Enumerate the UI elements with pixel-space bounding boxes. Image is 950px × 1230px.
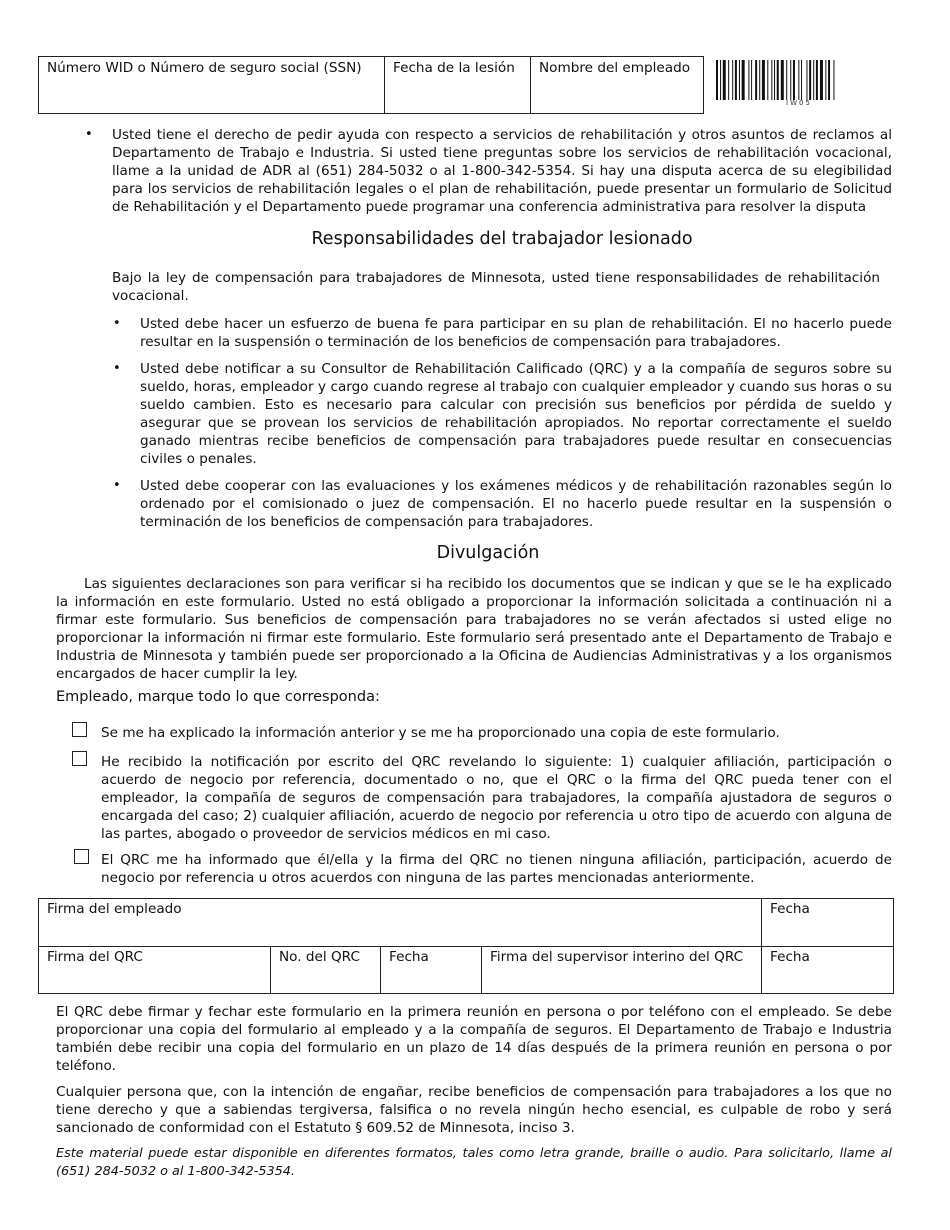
qrc-instructions: El QRC debe firmar y fechar este formulario en la primera reunión en persona o por teléfono con el empleado. Se debe proporcionar una copia del formulario al empleado y a la compañía de seguros. El Departamento de Trabajo e Industria también debe recibir una copia del formulario en un plazo de 14 días después de la primera reunión en persona o por teléfono.	[56, 1004, 892, 1074]
injury-date-field[interactable]	[385, 57, 531, 113]
bullet-icon: •	[113, 316, 121, 331]
employee-name-field[interactable]	[531, 57, 703, 113]
employee-date-label: Fecha	[770, 901, 810, 917]
bullet-icon: •	[113, 478, 121, 493]
responsibility-item: Usted debe notificar a su Consultor de Rehabilitación Calificado (QRC) y a la compañía de seguros sobre su sueldo, horas, empleador y cargo cuando regrese al trabajo con cualquier empleador y cuando sus horas o su sueldo cambien. Esto es necesario para calcular con precisión sus beneficios por pérdida de sueldo y asegurar que se provean los servicios de rehabilitación apropiados. No reportar correctamente el sueldo ganado mientras recibe beneficios de compensación para trabajadores puede resultar en consecuencias civiles o penales.	[140, 361, 892, 467]
injury-date-label: Fecha de la lesión	[393, 60, 515, 76]
employee-signature-field[interactable]	[39, 899, 762, 946]
barcode-icon	[716, 60, 882, 100]
qrc-signature-label: Firma del QRC	[47, 949, 143, 965]
checkbox-explained[interactable]	[72, 722, 87, 737]
id-number-field[interactable]	[39, 57, 385, 113]
qrc-number-field[interactable]	[271, 947, 381, 994]
bullet-icon: •	[85, 127, 93, 142]
supervisor-signature-label: Firma del supervisor interino del QRC	[490, 949, 744, 965]
bullet-icon: •	[113, 361, 121, 376]
responsibilities-intro: Bajo la ley de compensación para trabajadores de Minnesota, usted tiene responsabilidades de rehabilitación vocacional.	[112, 270, 880, 304]
qrc-signature-field[interactable]	[39, 947, 271, 994]
signature-table	[38, 898, 894, 994]
responsibility-item: Usted debe cooperar con las evaluaciones y los exámenes médicos y de rehabilitación razonables según lo ordenado por el comisionado o juez de compensación. El no hacerlo puede resultar en la suspensión o terminación de los beneficios de compensación para trabajadores.	[140, 478, 892, 530]
supervisor-date-field[interactable]	[762, 947, 893, 994]
qrc-date-field[interactable]	[381, 947, 482, 994]
id-number-label: Número WID o Número de seguro social (SSN)	[47, 60, 362, 76]
responsibilities-title: Responsabilidades del trabajador lesionado	[311, 229, 693, 249]
employee-name-label: Nombre del empleado	[539, 60, 691, 76]
employee-instruction: Empleado, marque todo lo que corresponda:	[56, 689, 380, 705]
disclosure-body: Las siguientes declaraciones son para verificar si ha recibido los documentos que se indican y que se le ha explicado la información en este formulario. Usted no está obligado a proporcionar la información solicitada a continuación ni a firmar este formulario. Sus beneficios de compensación para trabajadores no se verán afectados si usted elige no proporcionar la información ni firmar este formulario. Este formulario será presentado ante el Departamento de Trabajo e Industria de Minnesota y también puede ser proporcionado a la Oficina de Audiencias Administrativas y a los organismos encargados de hacer cumplir la ley.	[56, 576, 892, 682]
checkbox-explained-label: Se me ha explicado la información anterior y se me ha proporcionado una copia de este formulario.	[101, 725, 780, 741]
checkbox-notification-label: He recibido la notificación por escrito del QRC revelando lo siguiente: 1) cualquier afiliación, participación o acuerdo de negocio por referencia, documentado o no, que el QRC o la firma del QRC pueda tener con el empleador, la compañía de seguros de compensación para trabajadores, la compañía ajustadora de seguros o encargada del caso; 2) cualquier afiliación, acuerdo de negocio por referencia u otro tipo de acuerdo con alguna de las partes, abogado o proveedor de servicios médicos en mi caso.	[101, 754, 892, 842]
checkbox-no-affiliation-label: El QRC me ha informado que él/ella y la firma del QRC no tienen ninguna afiliación, participación, acuerdo de negocio por referencia u otros acuerdos con ninguna de las partes mencionadas anteriormente.	[101, 852, 892, 886]
qrc-number-label: No. del QRC	[279, 949, 360, 965]
employee-signature-label: Firma del empleado	[47, 901, 182, 917]
barcode-label: IW05	[786, 99, 812, 107]
checkbox-no-affiliation[interactable]	[74, 849, 89, 864]
accessibility-note: Este material puede estar disponible en diferentes formatos, tales como letra grande, braille o audio. Para solicitarlo, llame al (651) 284-5032 o al 1-800-342-5354.	[56, 1146, 892, 1179]
qrc-date-label: Fecha	[389, 949, 429, 965]
rights-paragraph: Usted tiene el derecho de pedir ayuda con respecto a servicios de rehabilitación y otros asuntos de reclamos al Departamento de Trabajo e Industria. Si usted tiene preguntas sobre los servicios de rehabilitación vocacional, llame a la unidad de ADR al (651) 284-5032 o al 1-800-342-5354. Si hay una disputa acerca de su elegibilidad para los servicios de rehabilitación legales o el plan de rehabilitación, puede presentar un formulario de Solicitud de Rehabilitación y el Departamento puede programar una conferencia administrativa para resolver la disputa	[112, 127, 892, 215]
responsibility-item: Usted debe hacer un esfuerzo de buena fe para participar en su plan de rehabilitación. El no hacerlo puede resultar en la suspensión o terminación de los beneficios de compensación para trabajadores.	[140, 316, 892, 350]
fraud-warning: Cualquier persona que, con la intención de engañar, recibe beneficios de compensación para trabajadores a los que no tiene derecho y que a sabiendas tergiversa, falsifica o no revela ningún hecho esencial, es culpable de robo y será sancionado de conformidad con el Estatuto § 609.52 de Minnesota, inciso 3.	[56, 1084, 892, 1136]
disclosure-title: Divulgación	[436, 543, 540, 563]
supervisor-signature-field[interactable]	[482, 947, 762, 994]
supervisor-date-label: Fecha	[770, 949, 810, 965]
header-table	[38, 56, 704, 114]
checkbox-notification[interactable]	[72, 751, 87, 766]
employee-date-field[interactable]	[762, 899, 893, 946]
